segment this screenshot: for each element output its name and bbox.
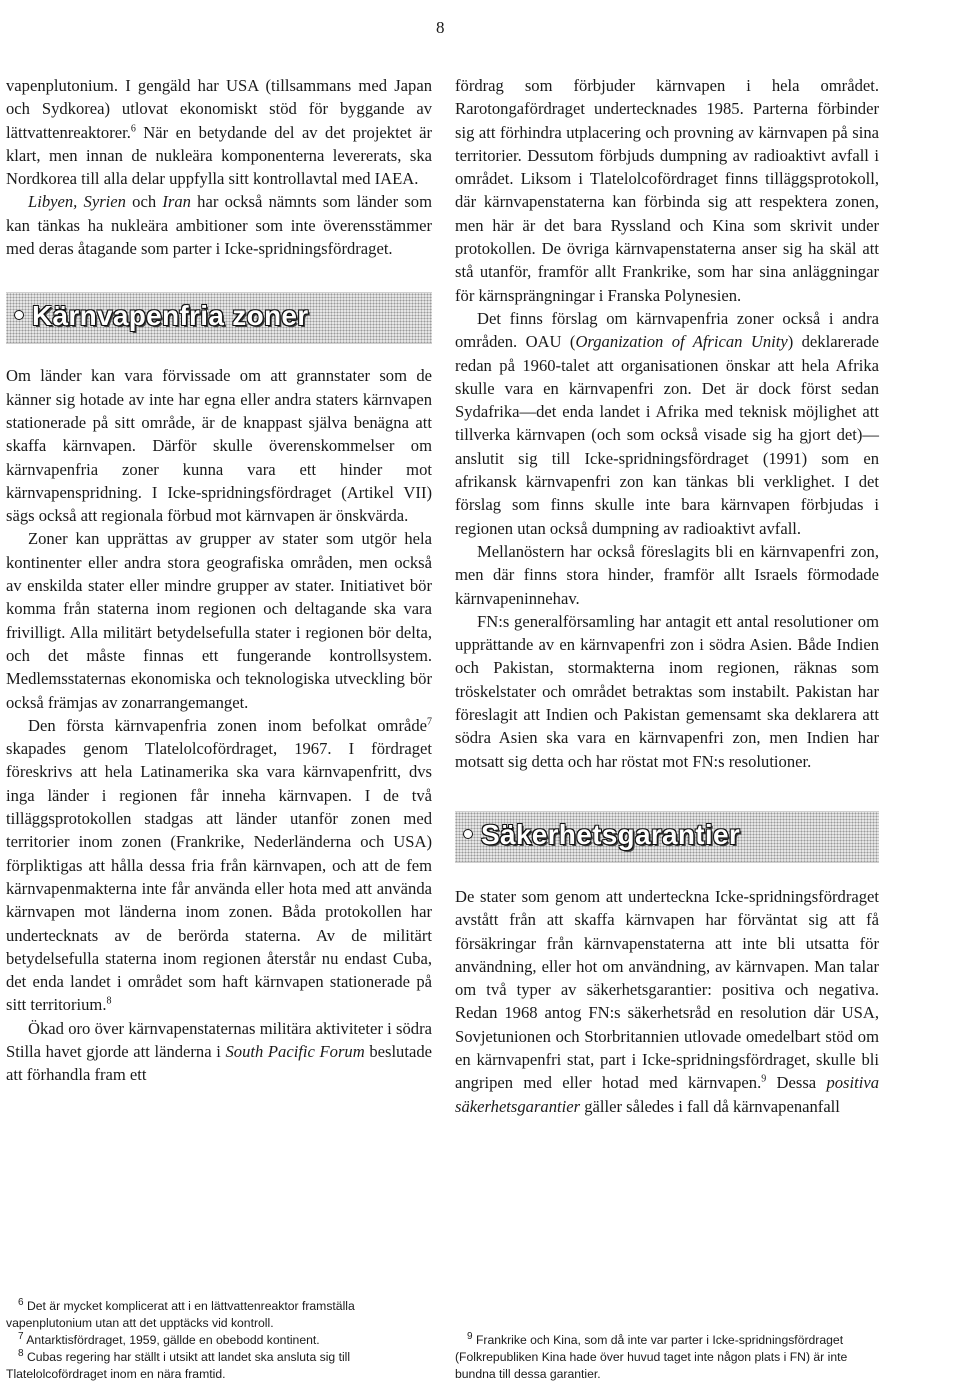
bullet-icon — [14, 310, 24, 320]
right-column — [455, 74, 879, 1118]
section-heading-text: Kärnvapenfria zoner — [32, 300, 309, 332]
paragraph-text: och — [125, 192, 163, 212]
paragraph-text: skapades genom Tlatelolcofördraget, 1967. I fördraget föreskrivs att hela Latinamerika ska vara kärnvapenfritt, dvs inga länder i regionen får inneha kärnvapen. I de två tilläggsprotokollen stadgas att länder utanför zonen med territorier inom zonen (Frankrike, Nederländerna och USA) förpliktigas att hålla dessa fria från kärnvapen, och att de fem kärnvapenmakterna inte får använda eller hota med att använda kärnvapen mot länderna inom zonen. Båda protokollen har undertecknats av de berörda staterna. Av de militärt betydelsefulla staterna inom regionen återstår nu endast Cuba, det enda landet i området som haft kärnvapen stationerade på sitt territorium. — [6, 739, 432, 1015]
footnote — [6, 1298, 434, 1332]
footnote-text: Det är mycket komplicerat att i en lättvattenreaktor framställa vapenplutonium utan att det upptäcks vid kontroll. — [6, 1299, 355, 1330]
bullet-icon — [463, 829, 473, 839]
section-heading — [6, 292, 432, 344]
footnote — [6, 1349, 434, 1383]
paragraph — [455, 307, 879, 540]
paragraph — [455, 885, 879, 1118]
organization-name: Organization of African Unity — [575, 332, 788, 352]
paragraph-text: Den första kärnvapenfria zonen inom befolkat område — [28, 715, 427, 735]
left-column — [6, 74, 432, 1087]
paragraph — [6, 1017, 432, 1087]
paragraph-text: De stater som genom att underteckna Icke-spridningsfördraget avstått från att skaffa kärnvapen har förväntat sig att få försäkringar från kärnvapenstaterna att inte bli utsatta för användning, eller hot om användning, av kärnvapen. Man talar om två typer av säkerhetsgarantier: positiva och negativa. Redan 1968 antog FN:s säkerhetsråd en resolution där USA, Sovjetunionen och Storbritannien utlovade omedelbart stöd om en kärnvapenfri stat, part i Icke-spridningsfördraget, skulle bli angripen med eller hotad med kärnvapen. — [455, 886, 879, 1093]
emphasis-term: positiva säkerhetsgarantier — [455, 1073, 879, 1116]
paragraph — [6, 74, 432, 190]
page-number: 8 — [436, 18, 445, 37]
footnote-ref: 6 — [130, 123, 136, 135]
paragraph-text: När en betydande del av det projektet är klart, men innan de nukleära komponenterna levererats, ska Nordkorea till alla delar uppfylla sitt kontrollavtal med IAEA. — [6, 122, 432, 189]
footnote-ref: 7 — [427, 716, 432, 728]
footnote-number: 9 — [467, 1330, 473, 1342]
footnote — [455, 1332, 879, 1383]
paragraph: Zoner kan upprättas av grupper av stater som utgör hela kontinenter eller andra stora geografiska områden, men också av enskilda stater eller mindre grupper av stater. Initiativet bör komma från staterna inom regionen och deltagande ska vara frivilligt. Alla militärt betydelsefulla stater i regionen bör delta, och det måste finnas ett fungerande kontrollsystem. Medlemsstaternas ekonomiska och teknologiska utveckling bör också främjas av zonarrangemanget. — [6, 529, 432, 712]
footnotes-right — [455, 1332, 879, 1383]
paragraph: fördrag som förbjuder kärnvapen i hela området. Rarotongafördraget undertecknades 1985. Parterna förbinder sig att förhindra utplacering och provning av kärnvapen på sina territorier. Dessutom förbjuds dumpning av radioaktivt avfall i området. Liksom i Tlatelolcofördraget finns tilläggsprotokoll, där kärnvapenstaterna kan förbinda sig att respektera zonen, men här är det bara Ryssland och Kina som skrivit under protokollen. De övriga kärnvapenstaterna anser sig ha skäl att stå utanför, framför allt Frankrike, som har sina anläggningar för kärnsprängningar i Franska Polynesien. — [455, 76, 879, 305]
footnote-text: Cubas regering har ställt i utsikt att landet ska ansluta sig till Tlatelolcofördraget inom en nära framtid. — [6, 1350, 351, 1381]
paragraph-text: Det finns förslag om kärnvapenfria zoner också i andra områden. OAU ( — [455, 308, 879, 352]
footnote-number: 7 — [18, 1330, 24, 1342]
paragraph-text: vapenplutonium. I gengäld har USA (tillsammans med Japan och Sydkorea) utlovat ekonomiskt stöd för byggande av lättvattenreaktorer. — [6, 76, 432, 142]
paragraph-text: Ökad oro över kärnvapenstaternas militära aktiviteter i södra Stilla havet gjorde att länderna i — [6, 1018, 432, 1061]
paragraph-text: Dessa — [766, 1073, 827, 1093]
footnotes-left — [6, 1298, 434, 1383]
paragraph — [6, 190, 432, 260]
footnote-text: Frankrike och Kina, som då inte var parter i Icke-spridningsfördraget (Folkrepubliken Kina hade över huvud taget inte någon plats i FN) är inte bundna till dessa garantier. — [455, 1333, 848, 1381]
paragraph-text: beslutade att förhandla fram ett — [6, 1041, 432, 1085]
organization-name: South Pacific Forum — [225, 1041, 365, 1061]
paragraph-text: gäller således i fall då kärnvapenanfall — [580, 1096, 840, 1116]
paragraph: Mellanöstern har också föreslagits bli en kärnvapenfri zon, men där finns stora hinder, framför allt Israels förmodade kärnvapeninnehav. — [455, 541, 879, 608]
country-names: Libyen, Syrien — [28, 192, 126, 212]
paragraph-text: ) deklarerade redan på 1960-talet att organisationen önskar att hela Afrika skulle vara en kärnvapenfri zon. Det är dock först sedan Sydafrika—det enda landet i Afrika med teknisk möjlighet att tillverka kärnvapen (och som också visade sig ha gjort det)—anslutit sig till Icke-spridningsfördraget (1991) som en afrikansk kärnvapenfri zon kan tänkas bli verklighet. I det förslag som finns skulle inte bara kärnvapen förbjudas i regionen utan också dumpning av radioaktivt avfall. — [455, 332, 879, 538]
footnote-ref: 9 — [761, 1073, 767, 1085]
section-heading — [455, 811, 879, 863]
footnote — [6, 1332, 434, 1349]
country-name: Iran — [162, 192, 191, 212]
paragraph: Om länder kan vara förvissade om att grannstater som de känner sig hotade av inte har egna eller andra staters kärnvapen stationerade på sitt område, är de knappast själva benägna att skaffa kärnvapen. Därför skulle överenskommelser om kärnvapenfria zoner kunna vara ett hinder mot kärnvapenspridning. I Icke-spridningsfördraget (Artikel VII) sägs också att regionala förbud mot kärnvapen är önskvärda. — [6, 366, 432, 526]
footnote-text: Antarktisfördraget, 1959, gällde en obebodd kontinent. — [23, 1333, 320, 1347]
paragraph-text: har också nämnts som länder som kan tänkas ha nukleära ambitioner som inte överensstämmer med deras åtagande som parter i Icke-spridningsfördraget. — [6, 192, 432, 259]
footnote-number: 6 — [18, 1296, 24, 1308]
section-heading-text: Säkerhetsgarantier — [481, 818, 741, 850]
footnote-ref: 8 — [106, 995, 112, 1007]
footnote-number: 8 — [18, 1347, 24, 1359]
paragraph — [6, 714, 432, 1017]
paragraph: FN:s generalförsamling har antagit ett antal resolutioner om upprättande av en kärnvapenfri zon i södra Asien. Både Indien och Pakistan, stormakterna inom regionen, räknas som tröskelstater och området betraktas som instabilt. Pakistan har föreslagit att Indien och Pakistan gemensamt ska deklarera att södra Asien ska vara en kärnvapenfri zon, men Indien har motsatt sig detta och har röstat mot FN:s resolutioner. — [455, 611, 879, 771]
